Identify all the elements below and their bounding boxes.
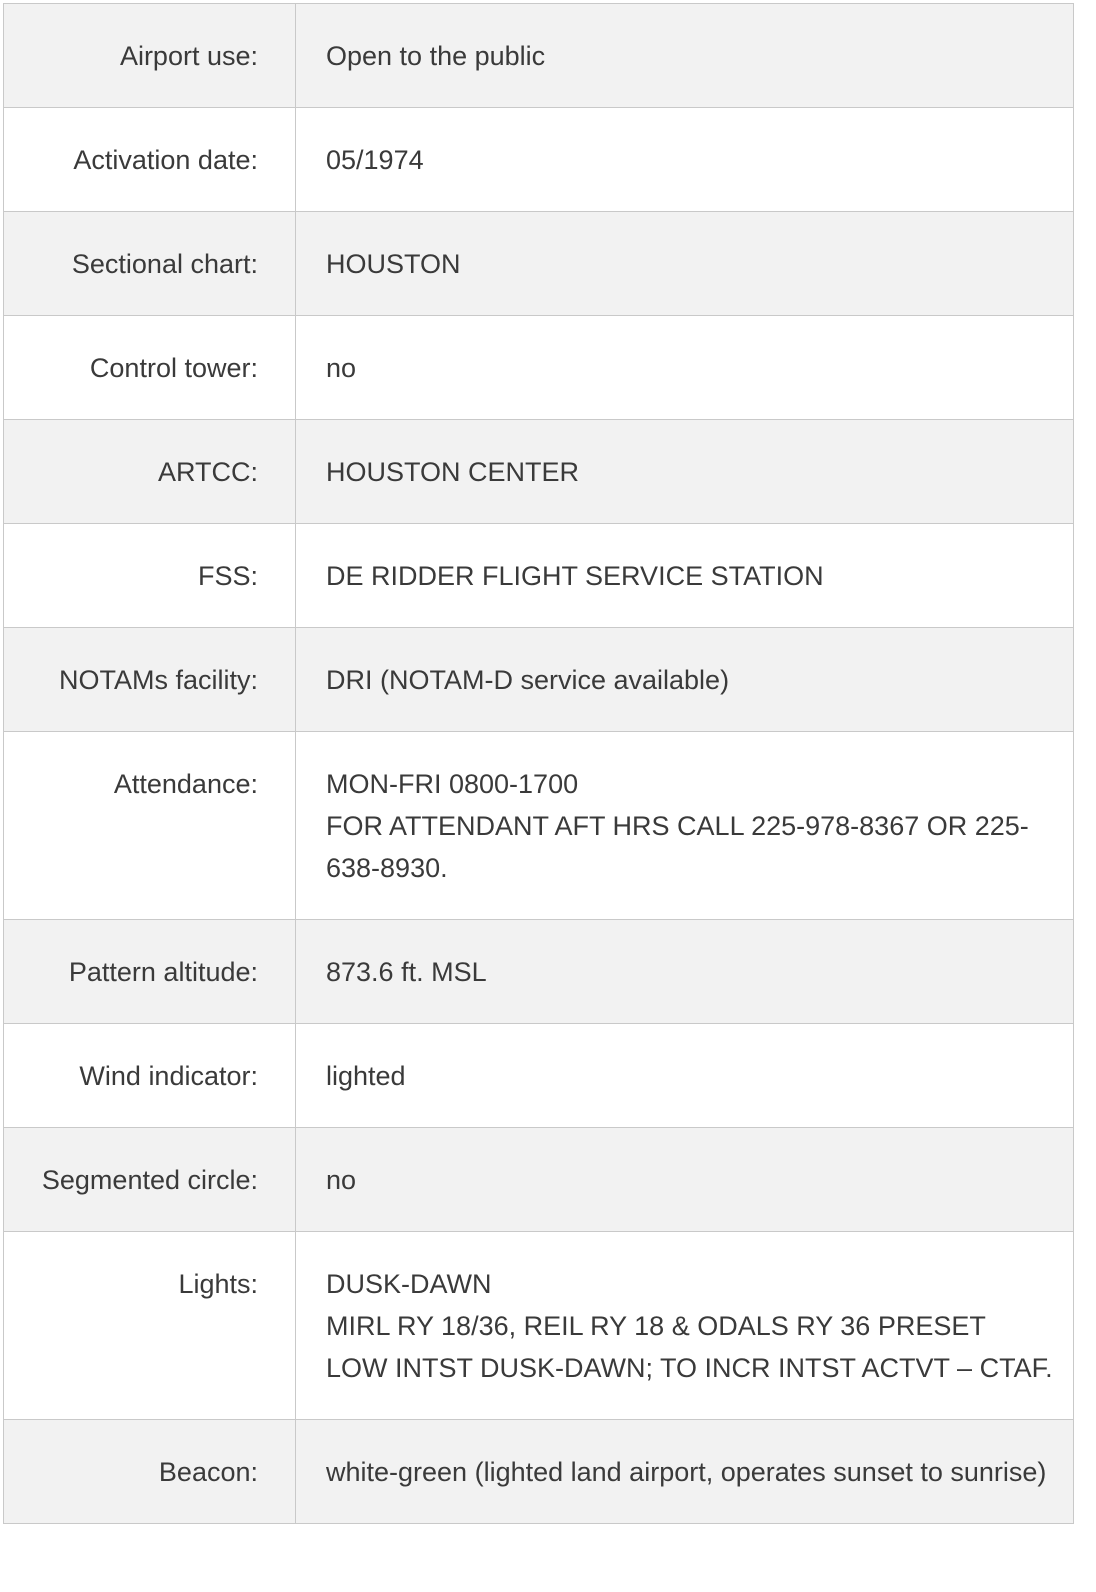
table-row [4,420,1074,524]
value-line: DUSK-DAWN [326,1269,492,1299]
row-label: Sectional chart: [4,212,296,316]
row-value [296,4,1074,108]
row-value [296,1232,1074,1420]
row-label: ARTCC: [4,420,296,524]
value-line: 05/1974 [326,145,424,175]
table-row [4,1024,1074,1128]
row-label: Lights: [4,1232,296,1420]
value-line: Open to the public [326,41,546,71]
value-line: DRI (NOTAM-D service available) [326,665,730,695]
row-value [296,420,1074,524]
table-row [4,316,1074,420]
value-line: DE RIDDER FLIGHT SERVICE STATION [326,561,824,591]
table-row [4,1232,1074,1420]
table-row [4,108,1074,212]
table-row [4,732,1074,920]
row-value [296,628,1074,732]
row-value [296,732,1074,920]
value-line: white-green (lighted land airport, operates sunset to sunrise) [326,1457,1047,1487]
row-value [296,316,1074,420]
row-label: Airport use: [4,4,296,108]
row-label: Attendance: [4,732,296,920]
value-line: no [326,353,357,383]
value-line: FOR ATTENDANT AFT HRS CALL 225-978-8367 OR 225-638-8930. [326,811,1029,883]
table-row [4,212,1074,316]
table-row [4,628,1074,732]
table-row [4,1128,1074,1232]
row-label: NOTAMs facility: [4,628,296,732]
row-label: Wind indicator: [4,1024,296,1128]
row-value [296,1420,1074,1524]
airport-info-table [3,3,1074,1524]
value-line: no [326,1165,357,1195]
row-label: Pattern altitude: [4,920,296,1024]
value-line: MON-FRI 0800-1700 [326,769,579,799]
row-label: Activation date: [4,108,296,212]
value-line: HOUSTON CENTER [326,457,580,487]
table-row [4,920,1074,1024]
row-label: Beacon: [4,1420,296,1524]
value-line: HOUSTON [326,249,461,279]
row-value [296,1024,1074,1128]
table-row [4,1420,1074,1524]
row-value [296,1128,1074,1232]
row-value [296,524,1074,628]
row-label: Control tower: [4,316,296,420]
value-line: 873.6 ft. MSL [326,957,487,987]
table-row [4,524,1074,628]
row-value [296,920,1074,1024]
row-label: Segmented circle: [4,1128,296,1232]
value-line: MIRL RY 18/36, REIL RY 18 & ODALS RY 36 PRESET LOW INTST DUSK-DAWN; TO INCR INTST ACTVT – CTAF. [326,1311,1053,1383]
row-value [296,212,1074,316]
table-row [4,4,1074,108]
row-value [296,108,1074,212]
row-label: FSS: [4,524,296,628]
value-line: lighted [326,1061,406,1091]
